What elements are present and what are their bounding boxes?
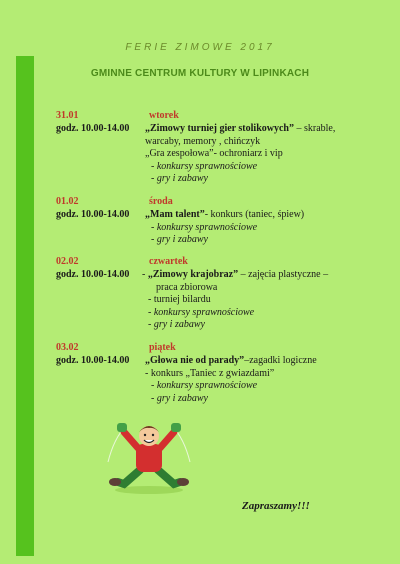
event-date: 31.01 (56, 110, 79, 121)
event-title-suffix: –zagadki logiczne (244, 355, 317, 366)
event-line: - gry i zabawy (151, 173, 208, 184)
event-line: - konkursy sprawnościowe (148, 306, 255, 318)
event-time: godz. 10.00-14.00 (56, 269, 130, 280)
event-line: - konkursy sprawnościowe (151, 160, 258, 172)
page-title: FERIE ZIMOWE 2017 (125, 42, 275, 53)
event-description (142, 269, 356, 332)
event-description (145, 355, 359, 405)
event-day: piątek (149, 342, 176, 353)
event-title-suffix: - konkurs (taniec, śpiew) (204, 209, 305, 220)
event-title: „Zimowy turniej gier stolikowych” (145, 123, 294, 134)
event-line: - gry i zabawy (148, 319, 205, 330)
event-title-suffix: – skrable, (293, 123, 336, 134)
event-title-suffix: – zajęcia plastyczne – (238, 269, 329, 280)
decorative-side-bar (16, 56, 34, 556)
event-description (145, 123, 359, 186)
event-line: - turniej bilardu (148, 294, 211, 305)
event-line: - konkursy sprawnościowe (151, 221, 258, 233)
event-description (145, 209, 359, 247)
event-time: godz. 10.00-14.00 (56, 355, 130, 366)
event-line: „Gra zespołowa”- ochroniarz i vip (145, 148, 283, 159)
event-date: 02.02 (56, 256, 79, 267)
event-day: środa (149, 196, 173, 207)
page-subtitle: GMINNE CENTRUM KULTURY W LIPINKACH (90, 68, 310, 79)
event-line: - konkurs „Taniec z gwiazdami” (145, 367, 275, 379)
event-title-prefix: - (142, 269, 148, 280)
jumping-child-icon (104, 418, 194, 496)
event-day: czwartek (149, 256, 188, 267)
event-line: warcaby, memory , chińczyk (145, 135, 261, 147)
event-title: „Głowa nie od parady” (145, 355, 245, 366)
closing-invitation: Zapraszamy!!! (242, 500, 310, 512)
event-time: godz. 10.00-14.00 (56, 123, 130, 134)
event-line: - konkursy sprawnościowe (151, 380, 258, 391)
event-time: godz. 10.00-14.00 (56, 209, 130, 220)
event-line: - gry i zabawy (151, 392, 208, 404)
event-line: praca zbiorowa (156, 281, 218, 293)
event-title: „Mam talent” (145, 209, 205, 220)
event-line: - gry i zabawy (151, 234, 208, 245)
event-date: 03.02 (56, 342, 79, 353)
event-title: „Zimowy krajobraz” (147, 269, 239, 280)
event-day: wtorek (149, 110, 179, 121)
event-date: 01.02 (56, 196, 79, 207)
